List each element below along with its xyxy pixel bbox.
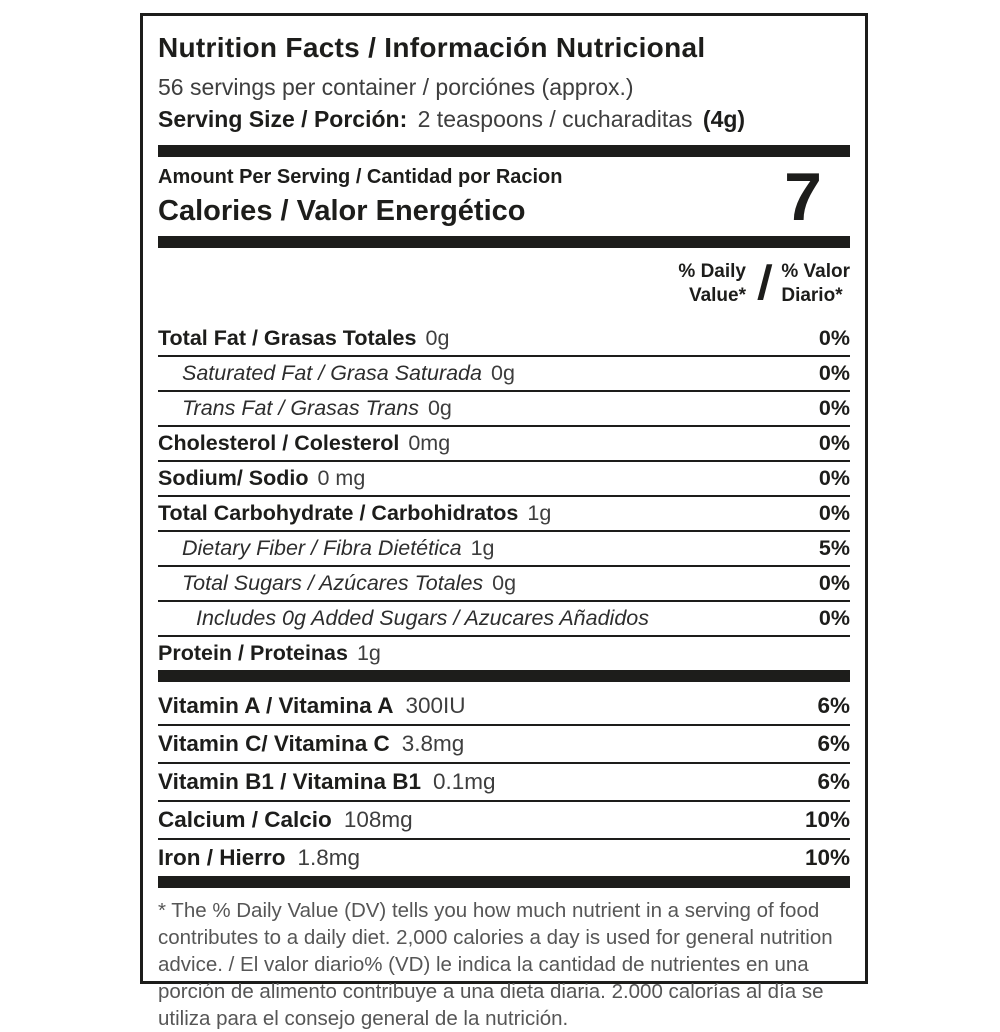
calories-labels (158, 166, 563, 228)
vitamin-label: Vitamin A / Vitamina A (158, 692, 394, 718)
vitamin-dv: 6% (817, 692, 850, 718)
nutrient-row-saturated-fat (158, 357, 850, 392)
nutrient-value: 0g (490, 360, 515, 385)
nutrient-value: 0g (425, 325, 450, 350)
daily-value-footnote: * The % Daily Value (DV) tells you how much nutrient in a serving of food contributes to a daily diet. 2,000 calories a day is used for general nutrition advice. / El valor diario% (VD) le indica la cantidad de nutrientes en una porción de alimento contribuye a una dieta diaria. 2.000 calorías al día se utiliza para el consejo general de la nutrición. (158, 898, 833, 1030)
nutrient-value: 1g (470, 535, 495, 560)
vitamin-value: 300IU (405, 692, 466, 718)
vitamin-label: Calcium / Calcio (158, 806, 332, 832)
nutrient-row-total-carbohydrate (158, 497, 850, 532)
servings-per-container: 56 servings per container / porciónes (approx.) (158, 74, 634, 100)
dv-es-line2: Diario* (781, 284, 843, 306)
nutrient-label: Protein / Proteinas (158, 640, 348, 665)
vitamin-dv: 10% (804, 806, 850, 832)
nutrient-dv: 5% (818, 535, 850, 560)
nutrient-dv: 0% (818, 395, 850, 420)
calories-section (158, 157, 850, 236)
nutrient-value: 0g (427, 395, 452, 420)
calories-label: Calories / Valor Energético (158, 195, 526, 228)
nutrient-dv: 0% (818, 430, 850, 455)
daily-value-header (158, 248, 850, 322)
divider-bar-thick (158, 236, 850, 248)
vitamin-label: Iron / Hierro (158, 844, 286, 870)
nutrient-row-sodium (158, 462, 850, 497)
slash-divider: / (756, 256, 774, 310)
nutrient-label: Total Fat / Grasas Totales (158, 325, 417, 350)
label-title: Nutrition Facts / Información Nutricional (158, 32, 706, 63)
nutrient-value: 1g (527, 500, 552, 525)
divider-bar-thick (158, 876, 850, 888)
nutrient-value: 0 mg (317, 465, 366, 490)
nutrient-label: Sodium/ Sodio (158, 465, 309, 490)
divider-bar-thick (158, 670, 850, 682)
nutrient-dv: 0% (818, 500, 850, 525)
serving-size-value: 2 teaspoons / cucharaditas (417, 106, 693, 132)
vitamin-value: 108mg (343, 806, 413, 832)
vitamin-row-vitamin-a (158, 688, 850, 726)
serving-size-line (158, 106, 850, 133)
vitamin-row-iron (158, 840, 850, 876)
nutrient-row-added-sugars (158, 602, 850, 637)
serving-size-weight: (4g) (702, 106, 746, 132)
vitamin-value: 0.1mg (433, 768, 496, 794)
nutrient-label: Total Sugars / Azúcares Totales (182, 570, 484, 595)
vitamin-dv: 6% (817, 768, 850, 794)
nutrient-label: Total Carbohydrate / Carbohidratos (158, 500, 519, 525)
nutrient-label: Includes 0g Added Sugars / Azucares Añadidos (196, 605, 649, 630)
vitamin-value: 3.8mg (401, 730, 465, 756)
dv-en-line1: % Daily (678, 260, 746, 282)
nutrient-label: Dietary Fiber / Fibra Dietética (182, 535, 462, 560)
calories-value: 7 (784, 159, 822, 235)
nutrient-row-trans-fat (158, 392, 850, 427)
vitamin-row-vitamin-b1 (158, 764, 850, 802)
nutrient-row-total-sugars (158, 567, 850, 602)
nutrient-dv: 0% (818, 465, 850, 490)
dv-en-line2: Value* (688, 284, 746, 306)
nutrient-dv: 0% (818, 570, 850, 595)
nutrient-dv: 0% (818, 325, 850, 350)
vitamin-dv: 10% (804, 844, 850, 870)
serving-size-label: Serving Size / Porción: (158, 106, 408, 132)
amount-per-serving: Amount Per Serving / Cantidad por Racion (158, 166, 563, 189)
vitamin-value: 1.8mg (297, 844, 361, 870)
nutrient-row-total-fat (158, 322, 850, 357)
nutrition-facts-label (140, 13, 868, 1030)
nutrient-row-cholesterol (158, 427, 850, 462)
vitamin-row-calcium (158, 802, 850, 840)
dv-es-line1: % Valor (781, 260, 850, 282)
vitamin-row-vitamin-c (158, 726, 850, 764)
nutrient-label: Trans Fat / Grasas Trans (182, 395, 419, 420)
daily-value-header-es (781, 260, 850, 308)
nutrient-value: 0mg (408, 430, 451, 455)
nutrient-value: 1g (356, 640, 381, 665)
nutrient-value: 0g (492, 570, 517, 595)
nutrient-dv: 0% (818, 360, 850, 385)
nutrient-label: Saturated Fat / Grasa Saturada (182, 360, 482, 385)
divider-bar-thick (158, 145, 850, 157)
nutrient-label: Cholesterol / Colesterol (158, 430, 400, 455)
nutrient-row-dietary-fiber (158, 532, 850, 567)
vitamin-dv: 6% (817, 730, 850, 756)
vitamin-label: Vitamin C/ Vitamina C (158, 730, 390, 756)
nutrient-dv: 0% (818, 605, 850, 630)
daily-value-header-en (678, 260, 746, 308)
vitamin-label: Vitamin B1 / Vitamina B1 (158, 768, 422, 794)
nutrient-row-protein (158, 637, 850, 670)
